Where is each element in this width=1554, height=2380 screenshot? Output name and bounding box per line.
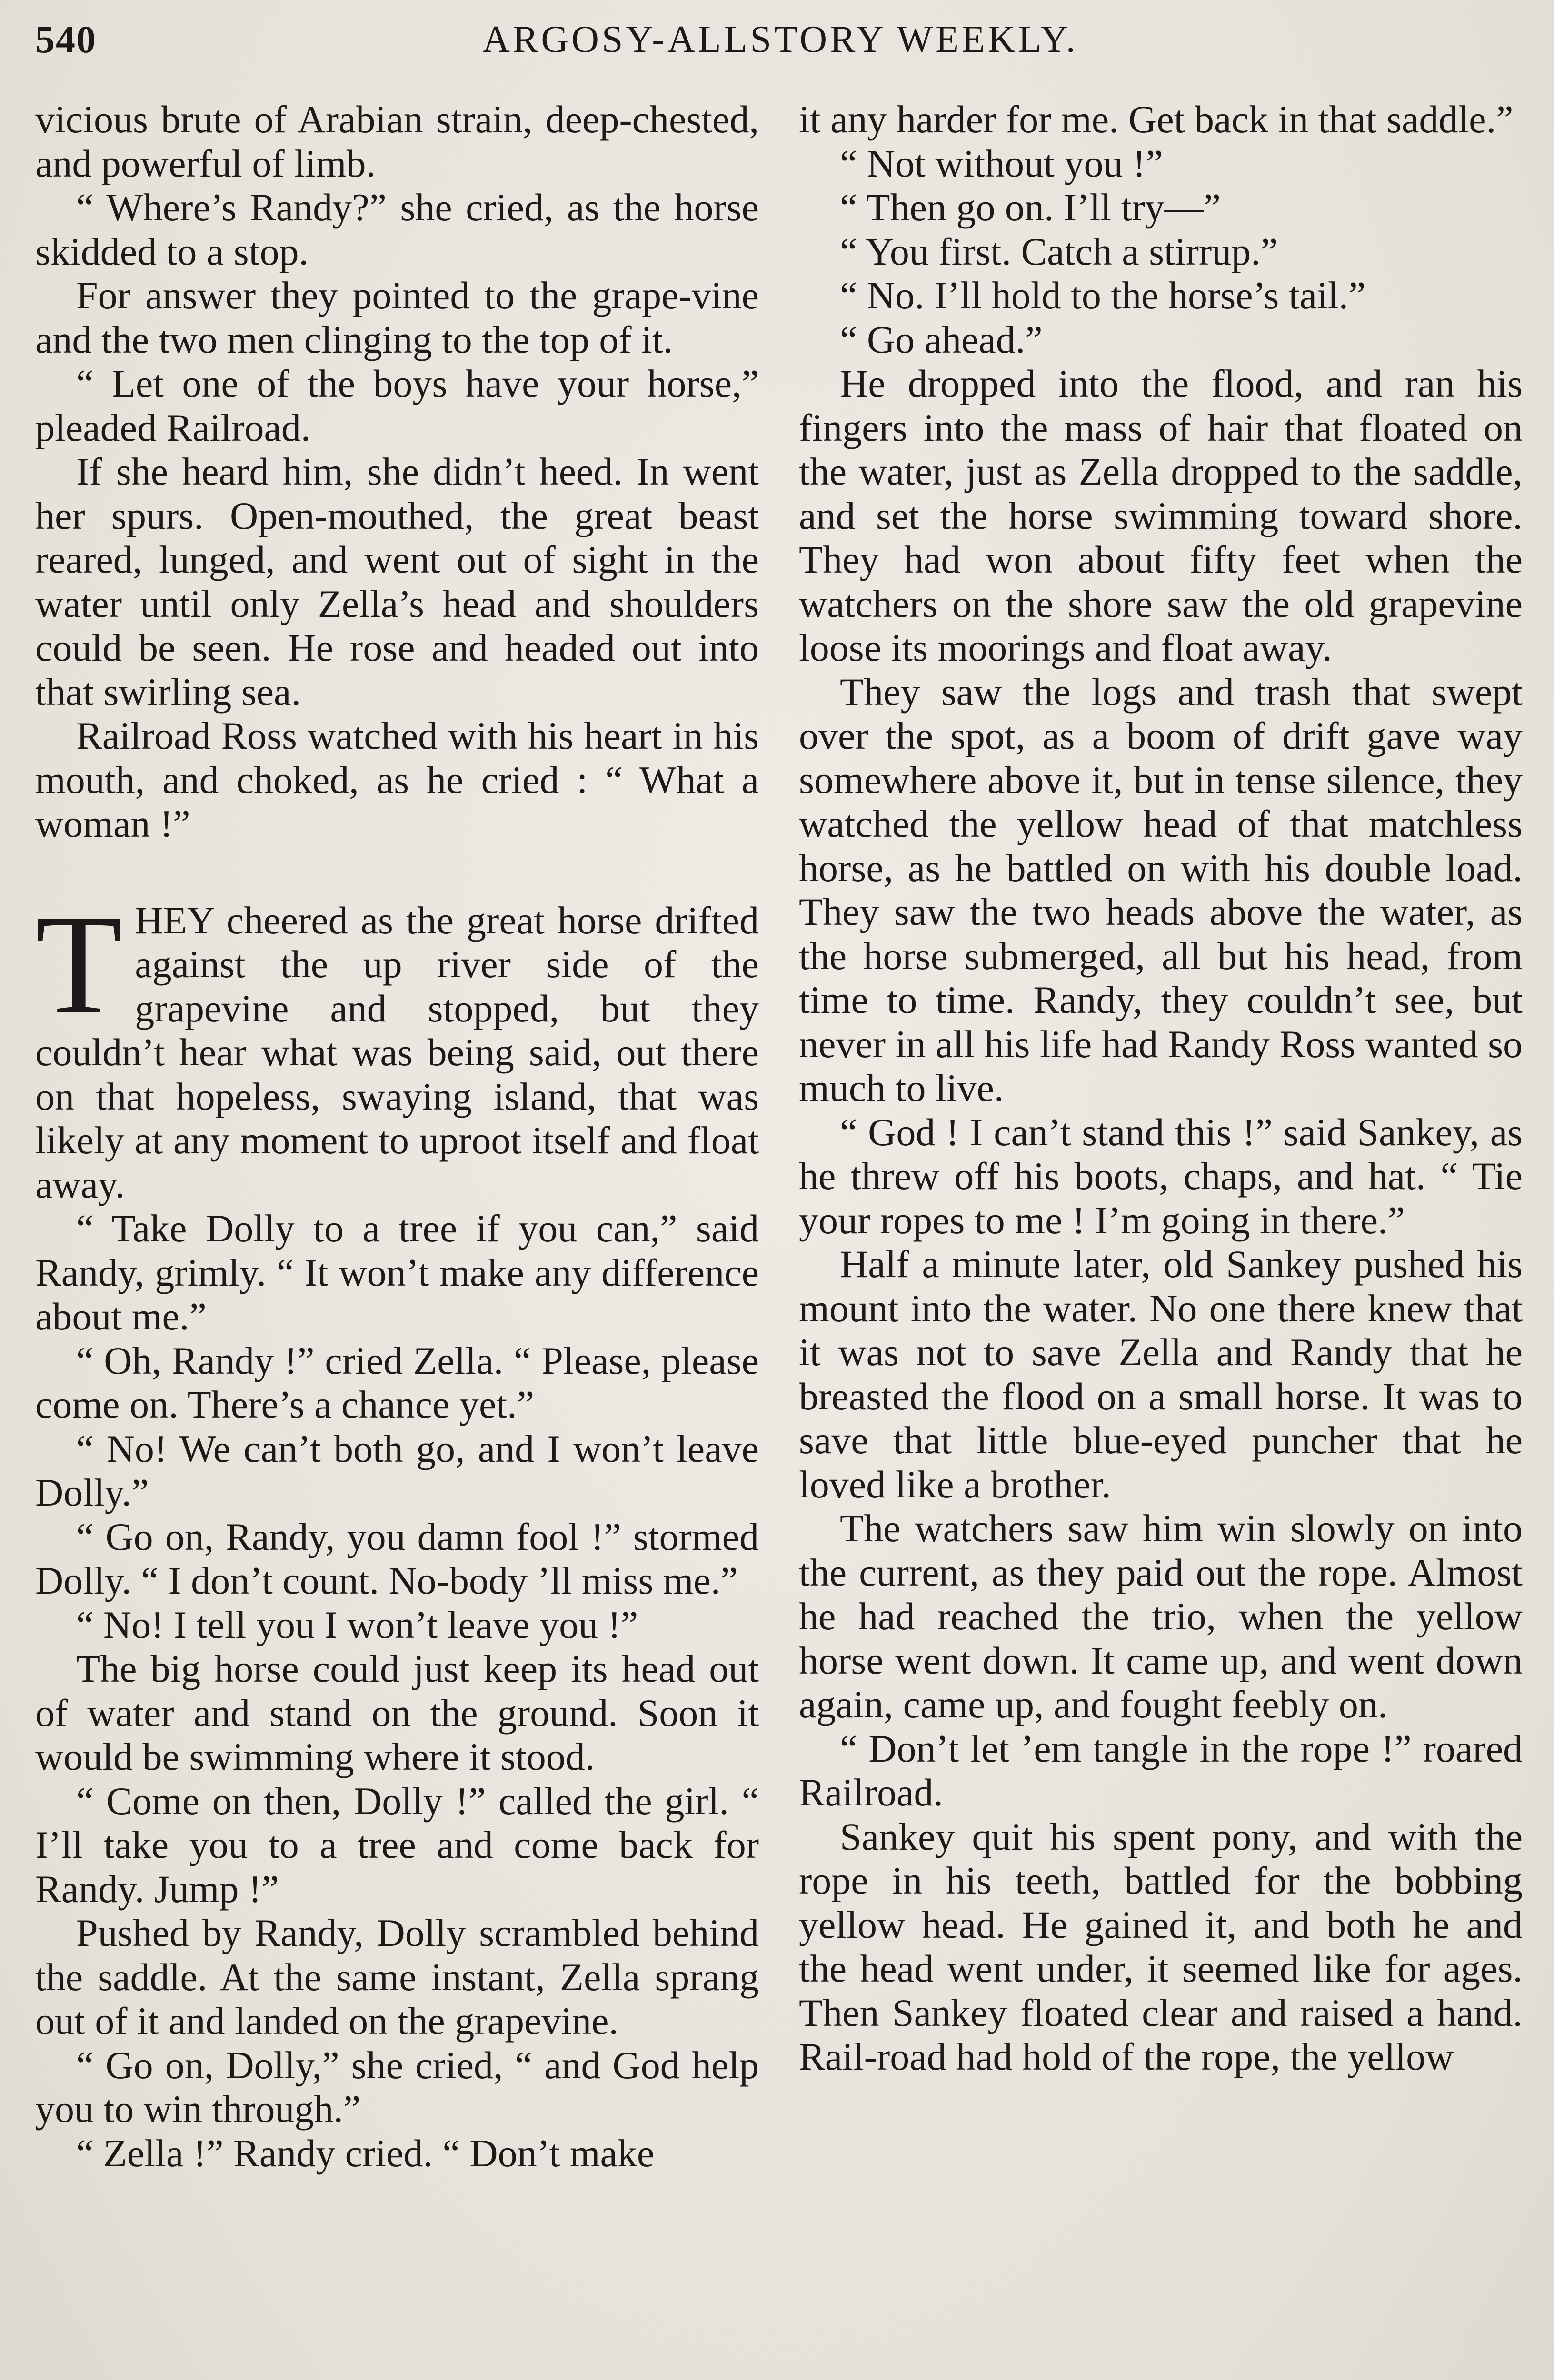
paragraph: “ Where’s Randy?” she cried, as the horse skidded to a stop.: [35, 186, 759, 273]
paragraph: “ Go on, Dolly,” she cried, “ and God help you to win through.”: [35, 2043, 759, 2131]
paragraph: “ No! We can’t both go, and I won’t leave Dolly.”: [35, 1427, 759, 1514]
paragraph: The big horse could just keep its head out of water and stand on the ground. Soon it would be swimming where it stood.: [35, 1647, 759, 1778]
paragraph: “ Zella !” Randy cried. “ Don’t make: [76, 2131, 655, 2175]
paragraph: He dropped into the flood, and ran his fingers into the mass of hair that floated on the water, just as Zella dropped to the saddle, and set the horse swimming toward shore. They had won about fifty feet when the watchers on the shore saw the old grapevine loose its moorings and float away.: [799, 362, 1523, 669]
paragraph: vicious brute of Arabian strain, deep-chested, and powerful of limb.: [35, 98, 759, 185]
paragraph: “ God ! I can’t stand this !” said Sankey, as he threw off his boots, chaps, and hat. “ Tie your ropes to me ! I’m going in there.”: [799, 1110, 1523, 1242]
paragraph: “ Let one of the boys have your horse,” pleaded Railroad.: [35, 362, 759, 449]
paragraph: For answer they pointed to the grape-vine and the two men clinging to the top of it.: [35, 274, 759, 361]
right-column: [799, 98, 1523, 2380]
paragraph: “ No. I’ll hold to the horse’s tail.”: [840, 274, 1366, 317]
paragraph: Railroad Ross watched with his heart in his mouth, and choked, as he cried : “ What a woman !”: [35, 714, 759, 845]
running-title: ARGOSY-ALLSTORY WEEKLY.: [482, 19, 1078, 60]
paragraph: Sankey quit his spent pony, and with the rope in his teeth, battled for the bobbing yellow head. He gained it, and both he and the head went under, it seemed like for ages. Then Sankey floated clear and raised a hand. Rail-road had hold of the rope, the yellow: [799, 1815, 1523, 2078]
section-text: HEY cheered as the great horse drifted against the up river side of the grapevine and stopped, but they couldn’t hear what was being said, out there on that hopeless, swaying island, that was likely at any moment to uproot itself and float away.: [35, 898, 759, 1206]
paragraph: “ Take Dolly to a tree if you can,” said Randy, grimly. “ It won’t make any difference about me.”: [35, 1207, 759, 1338]
paragraph: “ Go on, Randy, you damn fool !” stormed Dolly. “ I don’t count. No-body ’ll miss me.”: [35, 1515, 759, 1602]
drop-cap: T: [35, 885, 123, 1043]
paragraph: Pushed by Randy, Dolly scrambled behind the saddle. At the same instant, Zella sprang out of it and landed on the grapevine.: [35, 1911, 759, 2043]
paragraph: “ Then go on. I’ll try—”: [840, 186, 1221, 229]
paragraph: “ Don’t let ’em tangle in the rope !” roared Railroad.: [799, 1726, 1523, 1814]
paragraph: “ Not without you !”: [840, 141, 1163, 185]
paragraph: “ Oh, Randy !” cried Zella. “ Please, please come on. There’s a chance yet.”: [35, 1339, 759, 1426]
paragraph: “ Go ahead.”: [840, 317, 1043, 361]
paragraph: The watchers saw him win slowly on into the current, as they paid out the rope. Almost he had reached the trio, when the yellow horse went down. It came up, and went down again, came up, and fought feebly on.: [799, 1507, 1523, 1726]
paragraph: They saw the logs and trash that swept over the spot, as a boom of drift gave way somewhere above it, but in tense silence, they watched the yellow head of that matchless horse, as he battled on with his double load. They saw the two heads above the water, as the horse submerged, all but his head, from time to time. Randy, they couldn’t see, but never in all his life had Randy Ross wanted so much to live.: [799, 670, 1523, 1110]
paragraph: If she heard him, she didn’t heed. In went her spurs. Open-mouthed, the great beast reared, lunged, and went out of sight in the water until only Zella’s head and shoulders could be seen. He rose and headed out into that swirling sea.: [35, 450, 759, 714]
page-number: 540: [35, 18, 97, 61]
paragraph: “ No! I tell you I won’t leave you !”: [76, 1603, 638, 1646]
paragraph: Half a minute later, old Sankey pushed his mount into the water. No one there knew that it was not to save Zella and Randy that he breasted the flood on a small horse. It was to save that little blue-eyed puncher that he loved like a brother.: [799, 1242, 1523, 1506]
paragraph: “ You first. Catch a stirrup.”: [840, 229, 1278, 273]
page-header: [35, 14, 1525, 67]
section-paragraph: [35, 885, 759, 1207]
left-column: [35, 98, 759, 2380]
paragraph: it any harder for me. Get back in that saddle.”: [799, 98, 1514, 141]
paragraph: “ Come on then, Dolly !” called the girl. “ I’ll take you to a tree and come back for Randy. Jump !”: [35, 1779, 759, 1911]
